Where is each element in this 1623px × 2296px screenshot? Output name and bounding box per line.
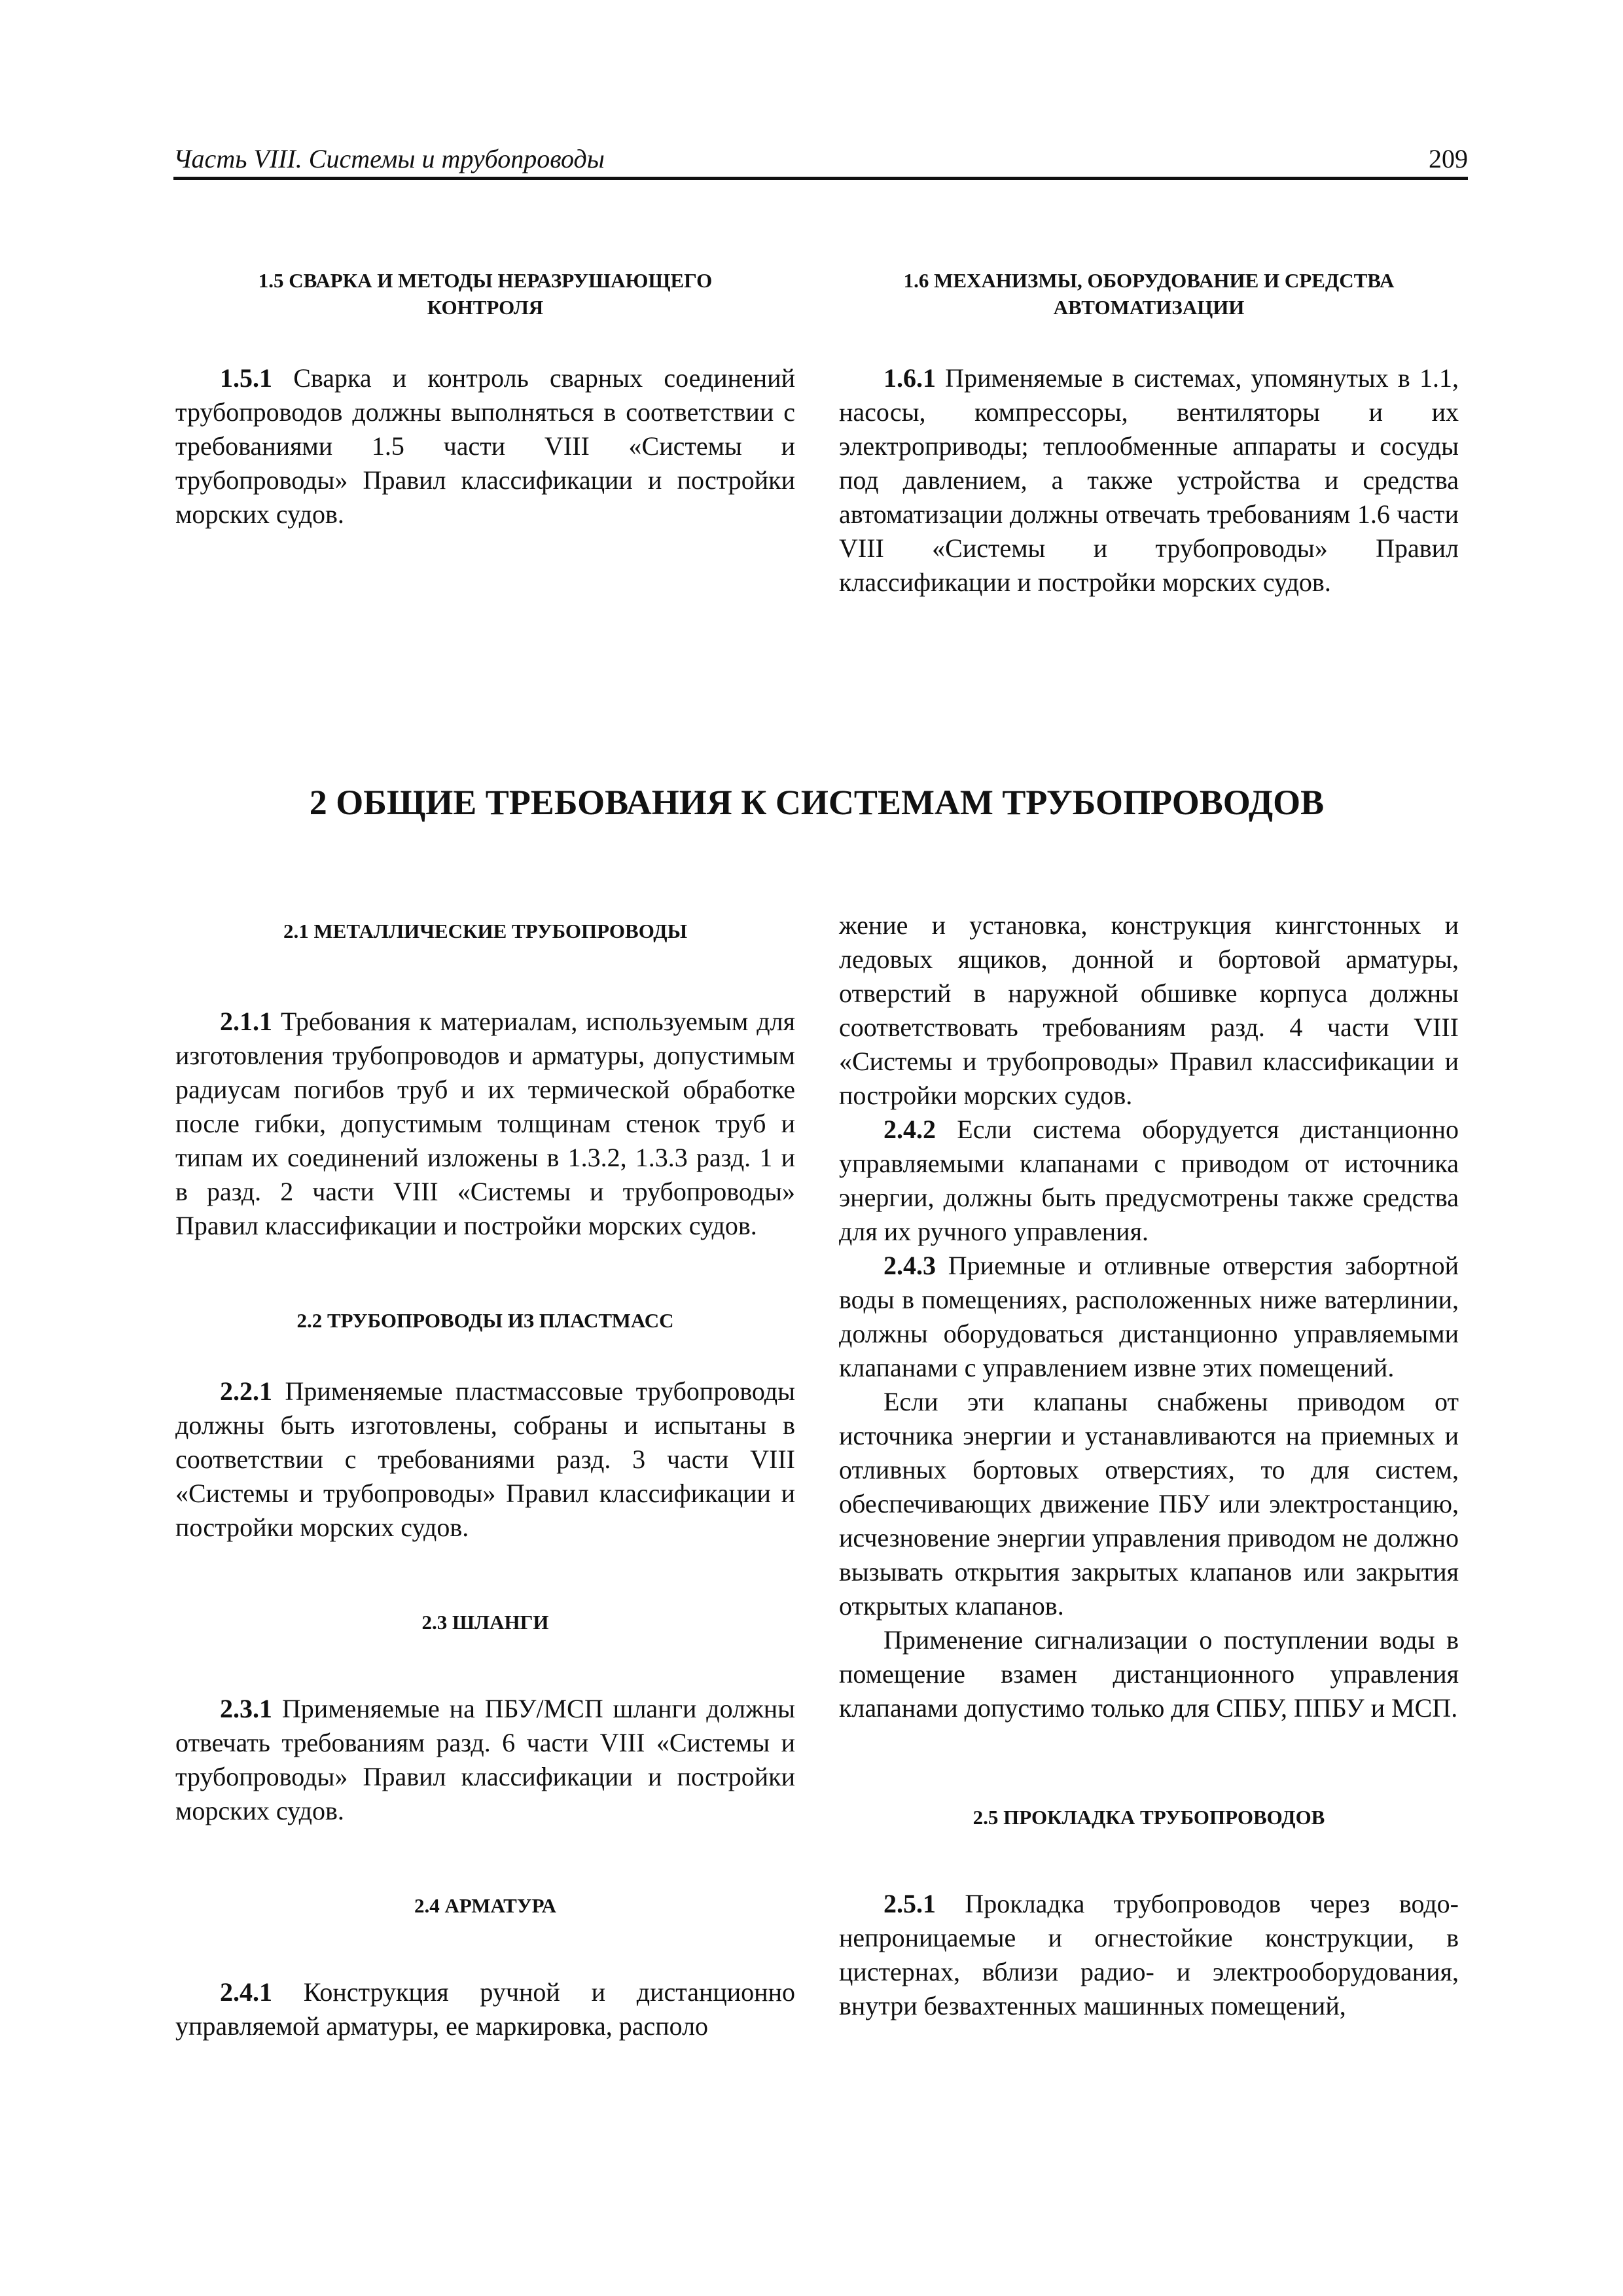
paragraph-text: Конструкция ручной и дистанционно управляемой арматуры, ее маркировка, располо [175,1977,795,2041]
paragraph-1-6-1 [839,361,1459,600]
clause-number: 2.4.2 [883,1115,936,1144]
paragraph-text: Приемные и отливные отверстия забортной воды в помещениях, расположенных ниже ватерлинии, должны оборудоваться дистанционно управляемыми клапанами с управлением извне этих помещений. [839,1251,1459,1382]
clause-number: 2.4.3 [883,1251,936,1280]
clause-number: 2.4.1 [220,1977,272,2007]
paragraph-2-2-1 [175,1374,795,1545]
clause-number: 2.1.1 [220,1007,272,1036]
paragraph-2-4-3-b: Если эти клапаны снабжены приводом от источника энергии и устанавливаются на приемных и отливных бортовых отверстиях, то для систем, обеспечивающих движение ПБУ или электростанцию, исчезновение энергии управления приводом не должно вызывать открытия закрытых клапанов или закрытия открытых клапанов. [839,1387,1459,1621]
paragraph-text: Применяемые на ПБУ/МСП шланги должны отвечать требованиям разд. 6 части VIII «Системы и трубопроводы» Правил классификации и постройки морских судов. [175,1694,795,1825]
section-heading-2-2: 2.2 ТРУБОПРОВОДЫ ИЗ ПЛАСТМАСС [296,1309,674,1332]
paragraph-text: Сварка и контроль сварных соединений трубопроводов должны выполняться в соответствии с требованиями 1.5 части VIII «Системы и трубопроводы» Правил классификации и постройки морских судов. [175,363,795,529]
section-heading-1-6: 1.6 МЕХАНИЗМЫ, ОБОРУДОВАНИЕ И СРЕДСТВА АВТОМАТИЗАЦИИ [903,269,1395,319]
paragraph-2-4-1 [175,1975,795,2043]
section-heading-1-5: 1.5 СВАРКА И МЕТОДЫ НЕРАЗРУШАЮЩЕГО КОНТРОЛЯ [258,269,713,319]
paragraph-2-5-1 [839,1887,1459,2023]
paragraph-1-5-1 [175,361,795,531]
paragraph-2-4-2 [839,1113,1459,1249]
page-number: 209 [1429,144,1468,173]
running-header-title: Часть VIII. Системы и трубопроводы [173,144,605,173]
clause-number: 2.5.1 [883,1889,936,1918]
clause-number: 2.2.1 [220,1376,272,1406]
paragraph-text: Применяемые пластмассовые трубопроводы должны быть изготовлены, собраны и испытаны в соответствии с требованиями разд. 3 части VIII «Системы и трубопроводы» Правил классификации и постройки морских судов. [175,1376,795,1542]
paragraph-2-4-3-c: Применение сигнализации о поступлении воды в помещение взамен дистанционного управления клапанами допустимо только для СПБУ, ППБУ и МСП. [839,1625,1459,1723]
paragraph-text: Если система оборудуется дистанционно управляемыми клапанами с приводом от источника энергии, должны быть предусмотрены также средства для их ручного управления. [839,1115,1459,1246]
paragraph-2-1-1 [175,1005,795,1243]
running-header [173,143,1468,180]
paragraph-text: Применяемые в системах, упомянутых в 1.1, насосы, компрессоры, вентиляторы и их электроприводы; теплообменные аппараты и сосуды под давлением, а также устройства и средства автоматизации должны отвечать требованиям 1.6 части VIII «Системы и трубопроводы» Правил классификации и постройки морских судов. [839,363,1459,597]
section-1-5 [175,267,795,531]
paragraph-2-3-1 [175,1692,795,1828]
chapter-title: 2 ОБЩИЕ ТРЕБОВАНИЯ К СИСТЕМАМ ТРУБОПРОВОДОВ [309,783,1325,822]
paragraph-text: Прокладка трубопроводов через водонепроницаемые и огнестойкие конструкции, в цистернах, вблизи радио- и электрооборудования, внутри безвахтенных машинных помещений, [839,1889,1459,2020]
paragraph-text: Требования к материалам, используемым для изготовления трубопроводов и арматуры, допустимым радиусам погибов труб и их термической обработке после гибки, допустимым толщинам стенок труб и типам их соединений изложены в 1.3.2, 1.3.3 разд. 1 и в разд. 2 части VIII «Системы и трубопроводы» Правил классификации и постройки морских судов. [175,1007,795,1240]
paragraph-2-4-1-continued: жение и установка, конструкция кингстонных и ледовых ящиков, донной и бортовой арматуры, отверстий в наружной обшивке корпуса должны соответствовать требованиям разд. 4 части VIII «Системы и трубопроводы» Правил классификации и постройки морских судов. [839,910,1459,1110]
clause-number: 2.3.1 [220,1694,272,1723]
clause-number: 1.6.1 [883,363,936,393]
section-1-6 [839,267,1459,600]
section-heading-2-3: 2.3 ШЛАНГИ [421,1611,549,1634]
left-column [175,918,795,2043]
paragraph-2-4-3 [839,1249,1459,1385]
section-heading-2-4: 2.4 АРМАТУРА [414,1894,556,1917]
right-column [839,908,1459,2023]
section-heading-2-5: 2.5 ПРОКЛАДКА ТРУБОПРОВОДОВ [972,1806,1325,1829]
section-heading-2-1: 2.1 МЕТАЛЛИЧЕСКИЕ ТРУБОПРОВОДЫ [283,920,688,942]
clause-number: 1.5.1 [220,363,272,393]
